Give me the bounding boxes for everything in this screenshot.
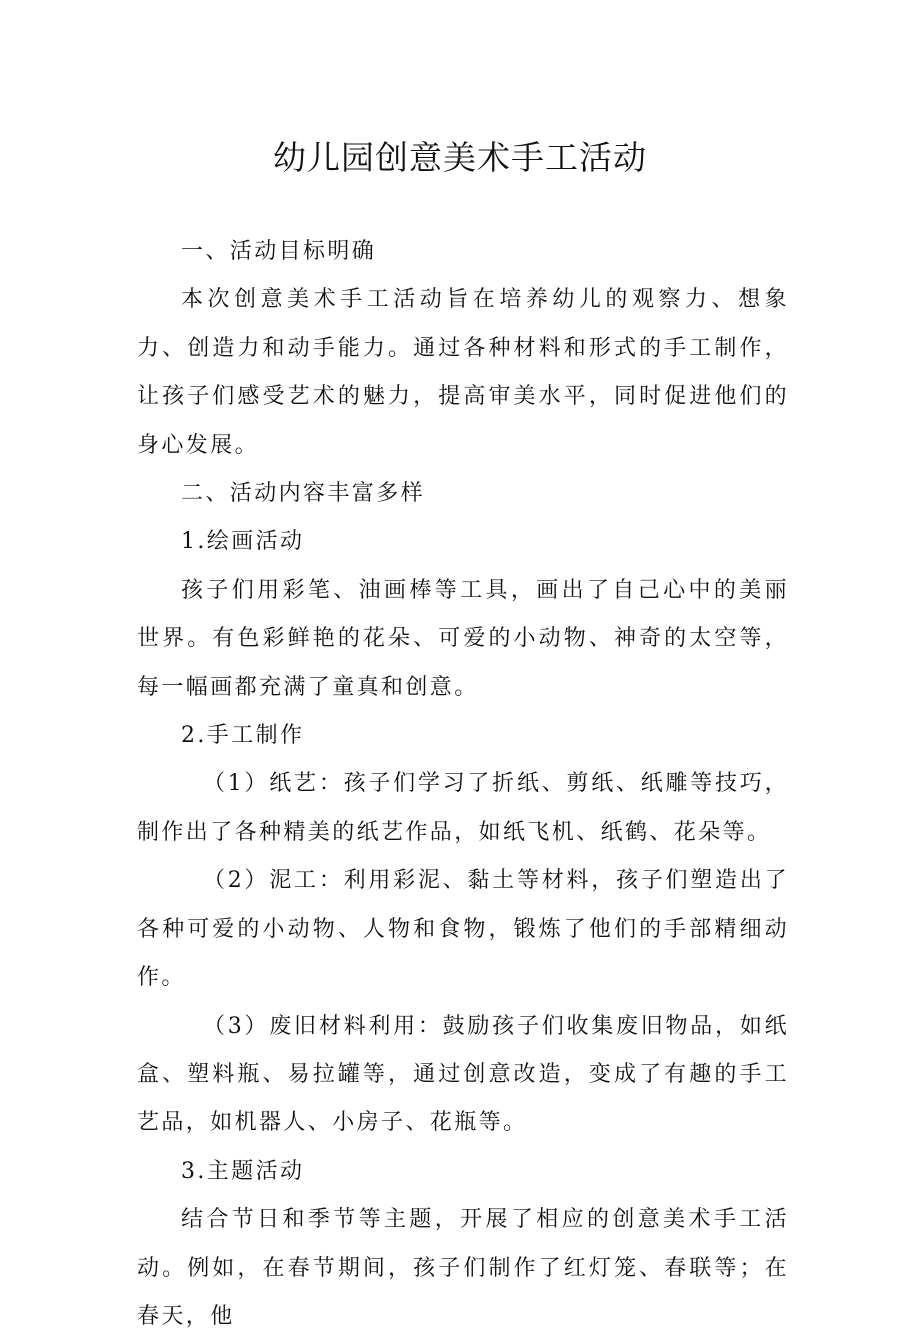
document-body bbox=[137, 228, 789, 1341]
list-item-paper-art: （1）纸艺：孩子们学习了折纸、剪纸、纸雕等技巧，制作出了各种精美的纸艺作品，如纸飞机、纸鹤、花朵等。 bbox=[137, 771, 789, 845]
document-title: 幼儿园创意美术手工活动 bbox=[273, 138, 647, 177]
paragraph-painting: 孩子们用彩笔、油画棒等工具，画出了自己心中的美丽世界。有色彩鲜艳的花朵、可爱的小动物、神奇的太空等，每一幅画都充满了童真和创意。 bbox=[137, 577, 789, 700]
subheading-handcraft: 2.手工制作 bbox=[181, 723, 305, 749]
subheading-painting: 1.绘画活动 bbox=[181, 529, 305, 555]
list-item-clay: （2）泥工：利用彩泥、黏土等材料，孩子们塑造出了各种可爱的小动物、人物和食物，锻炼了他们的手部精细动作。 bbox=[137, 868, 789, 991]
section-heading-goals: 一、活动目标明确 bbox=[181, 239, 377, 264]
subheading-theme: 3.主题活动 bbox=[181, 1158, 305, 1184]
paragraph-goals: 本次创意美术手工活动旨在培养幼儿的观察力、想象力、创造力和动手能力。通过各种材料和形式的手工制作，让孩子们感受艺术的魅力，提高审美水平，同时促进他们的身心发展。 bbox=[137, 287, 789, 458]
paragraph-theme: 结合节日和季节等主题，开展了相应的创意美术手工活动。例如，在春节期间，孩子们制作了红灯笼、春联等；在春天，他 bbox=[137, 1207, 789, 1329]
section-heading-content: 二、活动内容丰富多样 bbox=[181, 481, 426, 507]
list-item-recycling: （3）废旧材料利用：鼓励孩子们收集废旧物品，如纸盒、塑料瓶、易拉罐等，通过创意改造，变成了有趣的手工艺品，如机器人、小房子、花瓶等。 bbox=[137, 1013, 789, 1136]
